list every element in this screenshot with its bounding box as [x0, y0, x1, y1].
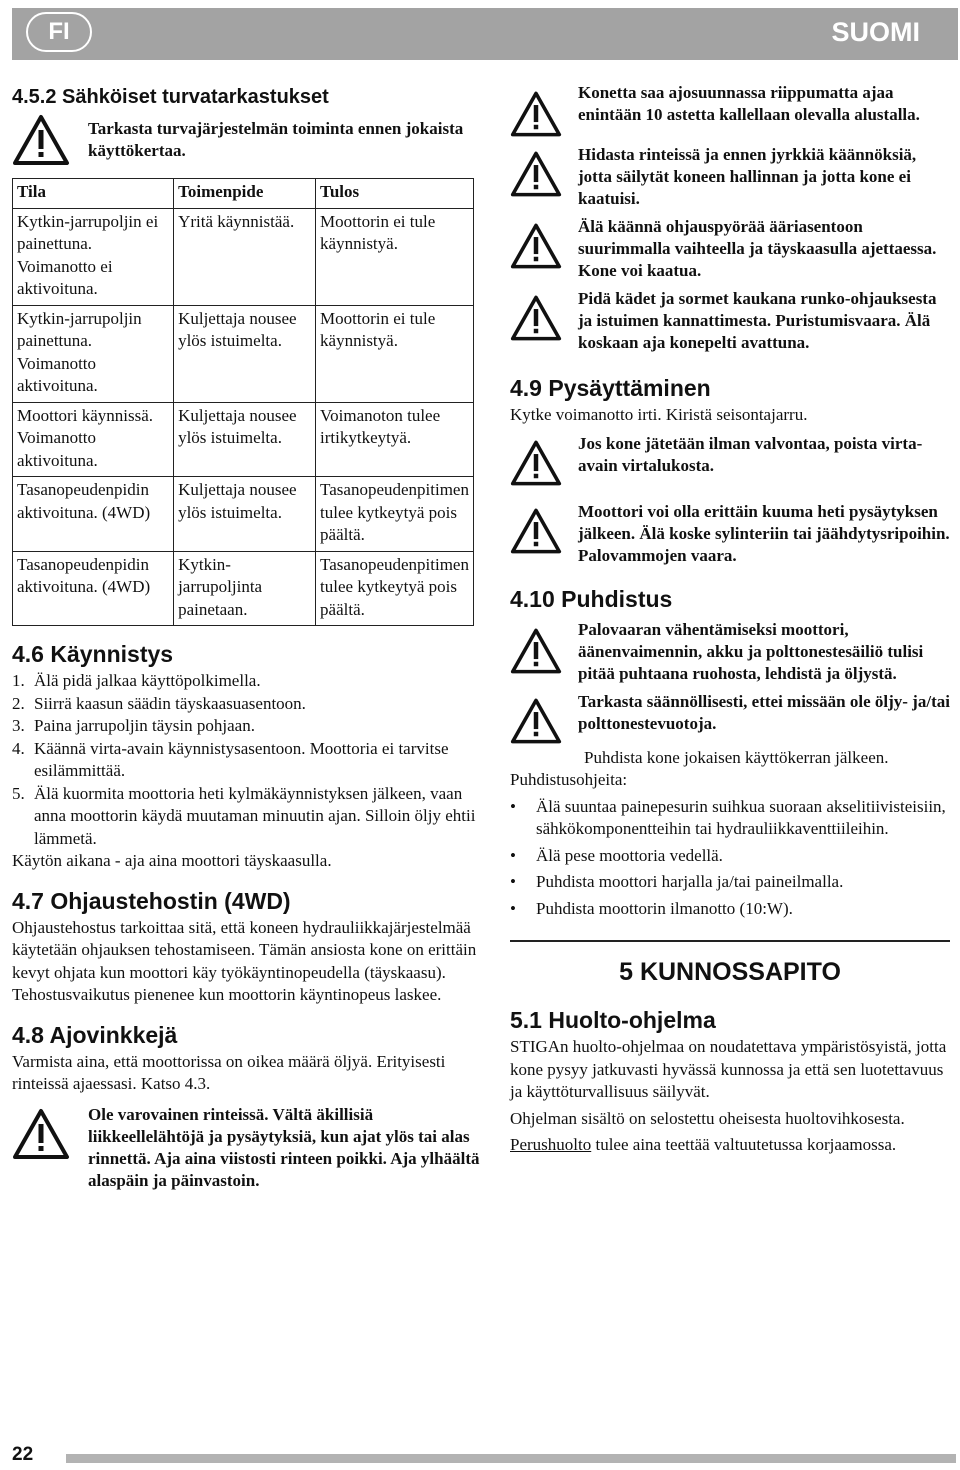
step-number: 2.: [12, 693, 25, 713]
warning-text: Jos kone jätetään ilman valvontaa, poista virta-avain virtalukosta.: [578, 433, 923, 475]
warning-triangle-icon: [510, 433, 578, 487]
step-text: Siirrä kaasun säädin täyskaasuasentoon.: [34, 693, 306, 713]
section-4-8-title: 4.8 Ajovinkkejä: [12, 1021, 178, 1048]
table-row: [13, 551, 474, 626]
step-number: 5.: [12, 783, 25, 803]
table-row: [13, 208, 474, 305]
left-column: [12, 82, 482, 1192]
step-number: 3.: [12, 716, 25, 735]
list-item: [12, 715, 482, 738]
section-4-5-2-title: 4.5.2 Sähköiset turvatarkastukset: [12, 86, 329, 108]
list-item: [12, 670, 482, 693]
warning-triangle-icon: [510, 144, 578, 198]
cleaning-paragraph: Puhdista kone jokaisen käyttökerran jälkeen. Puhdistusohjeita:: [510, 747, 889, 789]
warning-text: Tarkasta turvajärjestelmän toiminta ennen jokaista käyttökertaa.: [88, 119, 464, 160]
step-text: Paina jarrupoljin täysin pohjaan.: [34, 716, 255, 735]
safety-check-table: [12, 178, 474, 626]
pinch-warning: [510, 288, 950, 354]
bullet-text: Älä suuntaa painepesurin suihkua suoraan akselitiivisteisiin, sähkökomponentteihin tai hydrauliikkaventtiileihin.: [536, 796, 946, 838]
table-cell: Tasanopeudenpidin aktivoituna. (4WD): [13, 477, 174, 552]
table-cell: Kytkin-jarrupoljinta painetaan.: [174, 551, 316, 626]
table-cell: Moottorin ei tule käynnistyä.: [316, 208, 474, 305]
warning-triangle-icon: [510, 216, 578, 270]
page-number: 22: [12, 1444, 34, 1465]
slow-down-warning: [510, 144, 950, 210]
footer-bar: [66, 1454, 956, 1463]
service-booklet-paragraph: Ohjelman sisältö on selostettu oheisesta huoltovihkosesta.: [510, 1108, 905, 1128]
list-item: [12, 693, 482, 716]
basic-service-text: tulee aina teettää valtuutetussa korjaamossa.: [591, 1135, 897, 1154]
step-number: 4.: [12, 738, 25, 758]
warning-triangle-icon: [510, 691, 578, 745]
table-cell: Tasanopeudenpitimen tulee kytkeytyä pois päältä.: [316, 551, 474, 626]
bullet-text: Älä pese moottoria vedellä.: [536, 845, 723, 865]
list-item: • Älä pese moottoria vedellä.: [510, 845, 950, 868]
table-cell: Kuljettaja nousee ylös istuimelta.: [174, 402, 316, 477]
warning-triangle-icon: [510, 288, 578, 342]
column-header: Tulos: [316, 179, 474, 209]
list-item: • Puhdista moottori harjalla ja/tai paineilmalla.: [510, 871, 950, 894]
step-number: 1.: [12, 671, 25, 690]
table-cell: Voimanoton tulee irtikytkeytyä.: [316, 402, 474, 477]
basic-service-paragraph: [510, 1134, 950, 1157]
table-cell: Moottori käynnissä. Voimanotto aktivoituna.: [13, 402, 174, 477]
table-cell: Tasanopeudenpidin aktivoituna. (4WD): [13, 551, 174, 626]
step-text: Älä kuormita moottoria heti kylmäkäynnistyksen jälkeen, vaan anna moottorin käydä muutaman minuutin ajan. Silloin öljy ehtii lämmetä.: [34, 783, 476, 848]
table-row: [13, 402, 474, 477]
warning-text: Ole varovainen rinteissä. Vältä äkillisiä liikkeellelähtöjä ja pysäytyksiä, kun ajat ylös tai alas rinnettä. Aja aina viistosti rinteen poikki. Aja ylhäältä alaspäin ja päinvastoin.: [88, 1104, 480, 1190]
warning-triangle-icon: [510, 82, 578, 138]
table-row: [13, 477, 474, 552]
list-item: • Älä suuntaa painepesurin suihkua suoraan akselitiivisteisiin, sähkökomponentteihin tai hydrauliikkaventtiileihin.: [510, 796, 950, 841]
warning-triangle-icon: [12, 1104, 88, 1160]
step-text: Älä pidä jalkaa käyttöpolkimella.: [34, 671, 261, 690]
list-item: • Puhdista moottorin ilmanotto (10:W).: [510, 898, 950, 921]
right-column: [510, 82, 950, 1157]
section-divider: [510, 940, 950, 942]
bullet-text: Puhdista moottori harjalla ja/tai paineilmalla.: [536, 872, 844, 891]
warning-text: Älä käännä ohjauspyörää ääriasentoon suurimmalla vaihteella ja täyskaasulla ajettaessa. Kone voi kaatua.: [578, 217, 937, 280]
list-item: [12, 738, 482, 783]
section-4-10-title: 4.10 Puhdistus: [510, 585, 673, 612]
cleaning-bullet-list: [510, 796, 950, 921]
start-note: Käytön aikana - aja aina moottori täyskaasulla.: [12, 851, 332, 870]
table-cell: Kytkin-jarrupoljin painettuna. Voimanotto aktivoituna.: [13, 305, 174, 402]
section-4-7-title: 4.7 Ohjaustehostin (4WD): [12, 887, 291, 914]
table-cell: Kuljettaja nousee ylös istuimelta.: [174, 305, 316, 402]
warning-text: Pidä kädet ja sormet kaukana runko-ohjauksesta ja istuimen kannattimesta. Puristumisvaara. Älä koskaan aja konepelti avattuna.: [578, 289, 937, 352]
warning-triangle-icon: [12, 114, 88, 166]
warning-text: Moottori voi olla erittäin kuuma heti pysäytyksen jälkeen. Älä koske sylinteriin tai jäähdytysripoihin. Palovammojen vaara.: [578, 501, 950, 565]
section-5-1-title: 5.1 Huolto-ohjelma: [510, 1007, 716, 1033]
table-row: [13, 305, 474, 402]
power-steering-paragraph: Ohjaustehostus tarkoittaa sitä, että koneen hydrauliikkajärjestelmää käytetään ohjauksen tehostamiseen. Tämän ansiosta kone on erittäin kevyt ohjata kun moottori käy työkäyntinopeudella (täyskaasu).: [12, 917, 477, 982]
fire-risk-warning: [510, 619, 950, 685]
language-code-badge: FI: [26, 12, 92, 52]
column-header: Tila: [13, 179, 174, 209]
warning-triangle-icon: [510, 501, 578, 555]
bullet-text: Puhdista moottorin ilmanotto (10:W).: [536, 898, 793, 918]
chapter-5-title: 5 KUNNOSSAPITO: [619, 958, 841, 986]
warning-text: Tarkasta säännöllisesti, ettei missään ole öljy- ja/tai polttonestevuotoja.: [578, 691, 950, 733]
header-bar: [12, 8, 958, 60]
table-cell: Moottorin ei tule käynnistyä.: [316, 305, 474, 402]
stopping-paragraph: Kytke voimanotto irti. Kiristä seisontajarru.: [510, 405, 808, 424]
tilt-warning: [510, 82, 950, 138]
table-cell: Kytkin-jarrupoljin ei painettuna. Voimanotto ei aktivoituna.: [13, 208, 174, 305]
warning-text: Palovaaran vähentämiseksi moottori, äänenvaimennin, akku ja polttonestesäiliö tulisi pitää puhtaana ruohosta, lehdistä ja öljystä.: [578, 619, 924, 683]
table-cell: Kuljettaja nousee ylös istuimelta.: [174, 477, 316, 552]
key-warning: [510, 433, 950, 487]
start-steps-list: [12, 670, 482, 850]
table-header-row: [13, 179, 474, 209]
basic-service-link[interactable]: Perushuolto: [510, 1135, 592, 1154]
table-cell: Yritä käynnistää.: [174, 208, 316, 305]
leak-warning: [510, 691, 950, 745]
safety-check-warning: [12, 114, 482, 166]
slope-warning: [12, 1104, 482, 1192]
warning-text: Hidasta rinteissä ja ennen jyrkkiä käännöksiä, jotta säilytät koneen hallinnan ja jotta kone ei kaatuisi.: [578, 145, 917, 208]
section-4-9-title: 4.9 Pysäyttäminen: [510, 375, 711, 401]
table-cell: Tasanopeudenpitimen tulee kytkeytyä pois päältä.: [316, 477, 474, 552]
column-header: Toimenpide: [174, 179, 316, 209]
list-item: [12, 783, 482, 851]
driving-tips-paragraph: Varmista aina, että moottorissa on oikea määrä öljyä. Erityisesti rinteissä ajaessasi. Katso 4.3.: [12, 1051, 446, 1093]
section-4-6-title: 4.6 Käynnistys: [12, 641, 174, 667]
step-text: Käännä virta-avain käynnistysasentoon. Moottoria ei tarvitse esilämmittää.: [34, 738, 449, 780]
language-title: SUOMI: [831, 17, 920, 47]
warning-triangle-icon: [510, 619, 578, 675]
steering-warning: [510, 216, 950, 282]
hot-engine-warning: [510, 501, 950, 567]
power-steering-paragraph-2: Tehostusvaikutus pienenee kun moottorin käyntinopeus laskee.: [12, 985, 442, 1004]
warning-text: Konetta saa ajosuunnassa riippumatta ajaa enintään 10 astetta kallellaan olevalla alustalla.: [578, 83, 920, 124]
service-program-paragraph: STIGAn huolto-ohjelmaa on noudatettava ympäristösyistä, jotta kone pysyy jatkuvasti hyvässä kunnossa ja että sen luotettavuus ja käyttöturvallisuus säilyvät.: [510, 1037, 947, 1101]
